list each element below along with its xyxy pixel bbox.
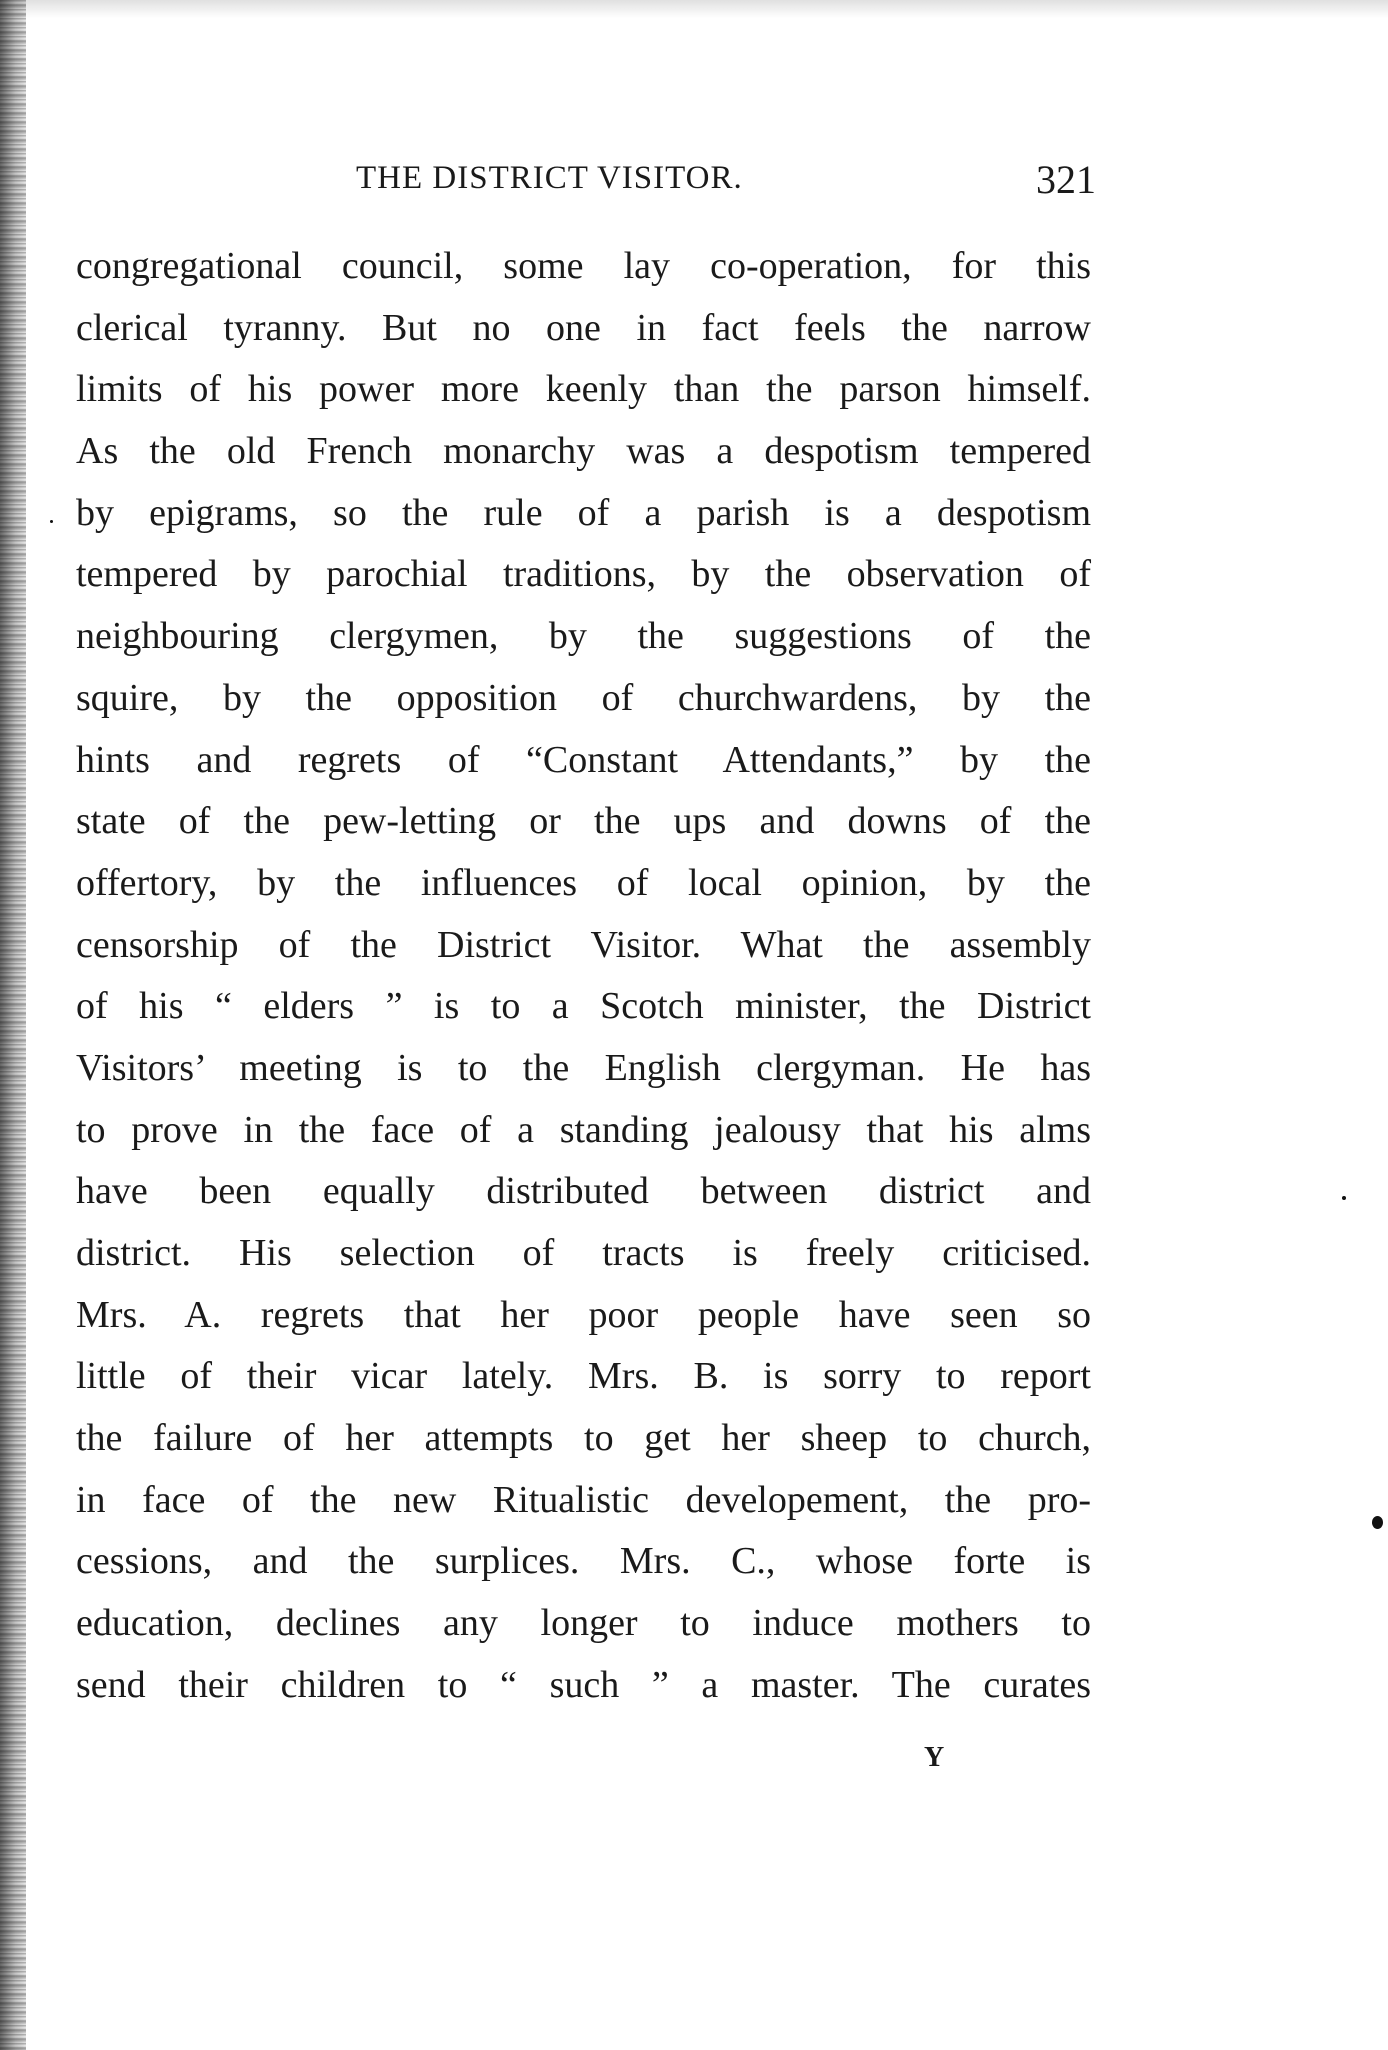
top-edge-shadow [0,0,1388,18]
running-head [96,157,1096,216]
text-line: in face of the new Ritualistic developement, the pro- [76,1478,1091,1521]
ink-speck [1372,1516,1383,1529]
ink-speck [1342,1196,1346,1200]
text-line: by epigrams, so the rule of a parish is a despotism [76,491,1091,534]
text-line: offertory, by the influences of local opinion, by the [76,861,1091,904]
text-line: to prove in the face of a standing jealousy that his alms [76,1108,1091,1151]
text-line: neighbouring clergymen, by the suggestions of the [76,615,1091,658]
text-line: Visitors’ meeting is to the English clergyman. He has [76,1046,1091,1089]
text-line: state of the pew-letting or the ups and downs of the [76,800,1091,843]
text-line: little of their vicar lately. Mrs. B. is sorry to report [76,1355,1091,1398]
text-line: the failure of her attempts to get her sheep to church, [76,1417,1091,1460]
text-line: congregational council, some lay co-operation, for this [76,245,1091,287]
text-line: hints and regrets of “Constant Attendants,” by the [76,738,1091,781]
text-line: education, declines any longer to induce mothers to [76,1602,1091,1645]
text-line: limits of his power more keenly than the parson himself. [76,368,1091,411]
text-line: cessions, and the surplices. Mrs. C., whose forte is [76,1540,1091,1583]
body-text [76,236,1091,1717]
text-line: As the old French monarchy was a despotism tempered [76,430,1091,473]
running-head-title: THE DISTRICT VISITOR. [356,160,743,196]
ink-speck [50,520,53,523]
text-line: have been equally distributed between district and [76,1170,1091,1213]
text-line: send their children to “ such ” a master. The curates [76,1663,1091,1706]
page-number: 321 [1036,157,1096,202]
text-line: of his “ elders ” is to a Scotch minister, the District [76,985,1091,1028]
binding-edge [0,0,26,2050]
text-line: clerical tyranny. But no one in fact feels the narrow [76,306,1091,349]
text-line: district. His selection of tracts is freely criticised. [76,1232,1091,1274]
signature-mark: Y [924,1742,945,1773]
text-line: tempered by parochial traditions, by the observation of [76,553,1091,596]
text-line: censorship of the District Visitor. What the assembly [76,923,1091,966]
text-line: Mrs. A. regrets that her poor people have seen so [76,1293,1091,1336]
text-line: squire, by the opposition of churchwardens, by the [76,676,1091,719]
